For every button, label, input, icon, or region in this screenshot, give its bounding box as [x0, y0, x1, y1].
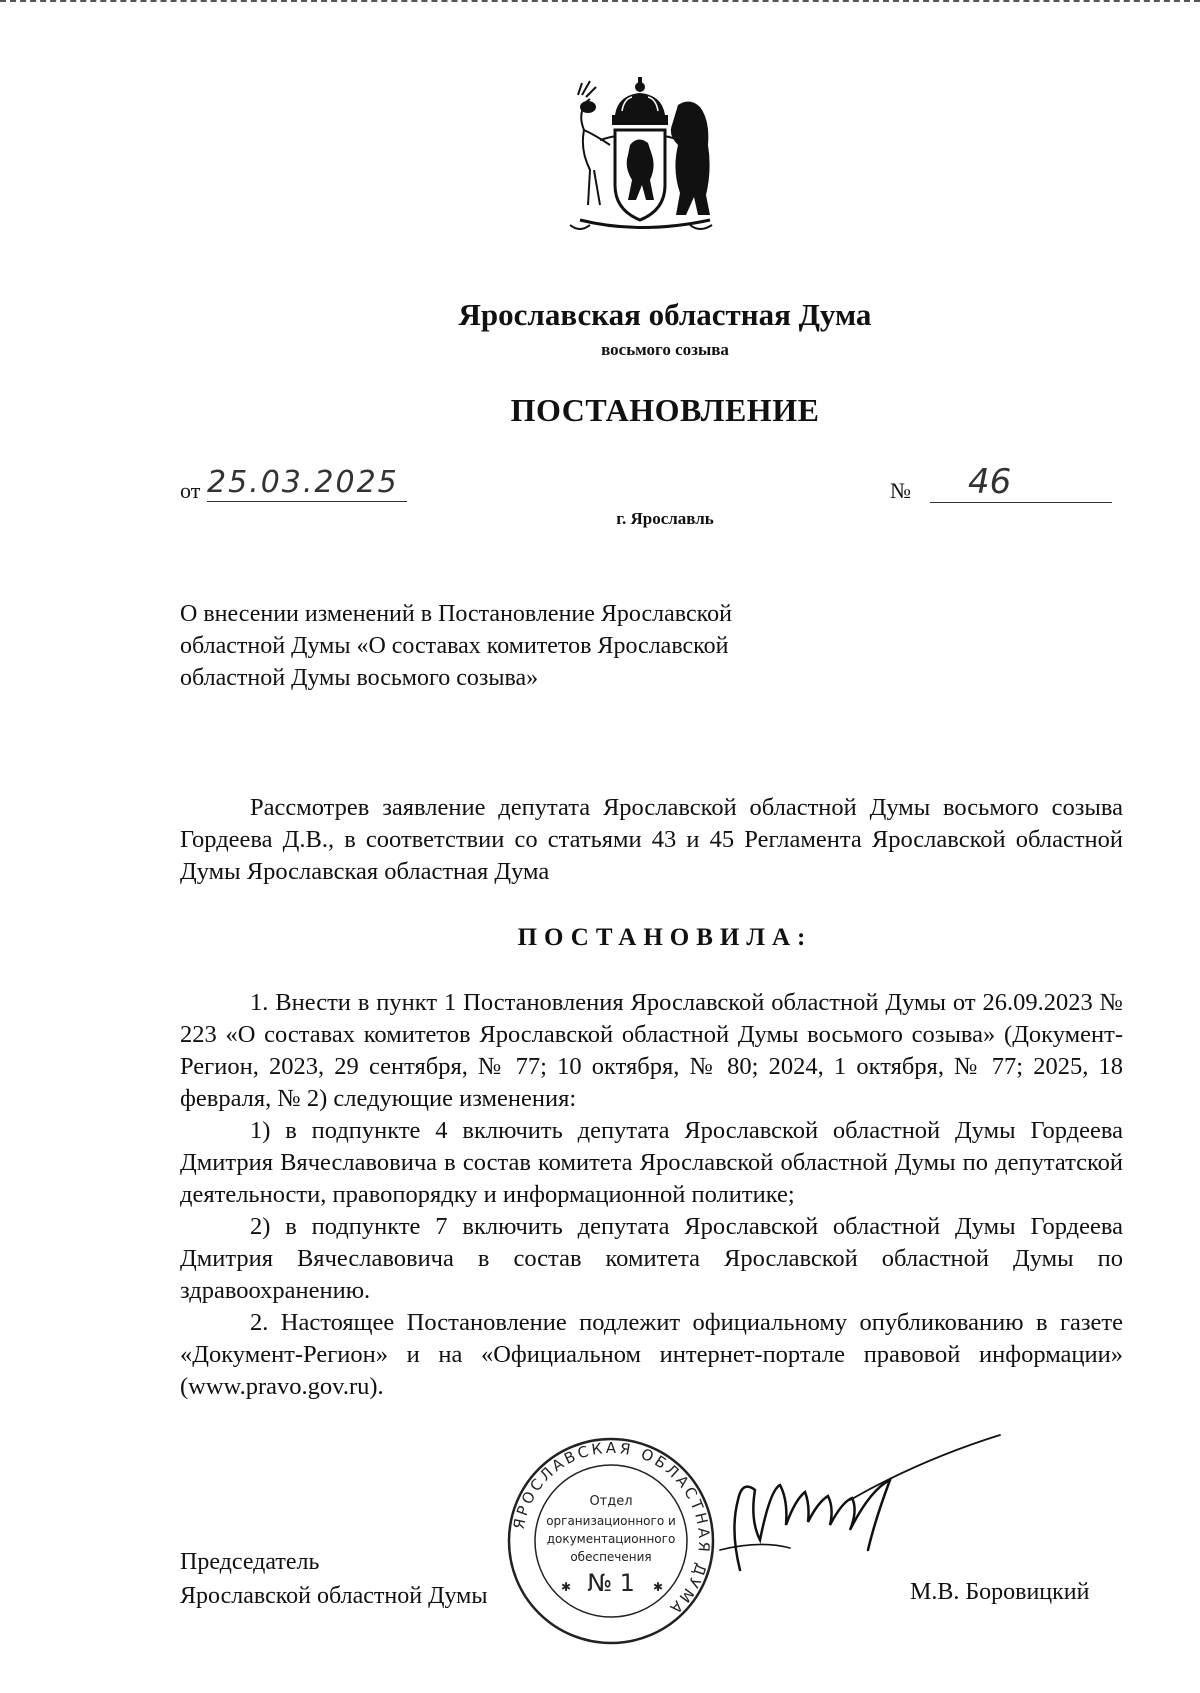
stamp-ring-text: ЯРОСЛАВСКАЯ ОБЛАСТНАЯ ДУМА: [509, 1438, 714, 1620]
stamp-line-3: документационного: [546, 1532, 676, 1546]
official-stamp: [505, 1435, 717, 1647]
preamble-block: [180, 792, 1123, 888]
signatory-title-line2: Ярославской областной Думы: [180, 1583, 488, 1609]
preamble-paragraph: Рассмотрев заявление депутата Ярославской областной Думы восьмого созыва Гордеева Д.В., в соответствии со статьями 43 и 45 Регламента Ярославской областной Думы Ярославская областная Дума: [180, 794, 1123, 885]
document-type-heading: ПОСТАНОВЛЕНИЕ: [510, 392, 820, 428]
decree-heading: ПОСТАНОВИЛА:: [517, 924, 813, 951]
signatory-title: [180, 1545, 487, 1613]
number-value: 46: [930, 460, 1112, 503]
stamp-line-1: Отдел: [589, 1494, 633, 1509]
coat-of-arms-emblem: [560, 75, 720, 240]
date-value: 25.03.2025: [207, 463, 407, 502]
stamp-number: № 1: [587, 1569, 635, 1597]
item-1-subpoint-2: 2) в подпункте 7 включить депутата Ярославской областной Думы Гордеева Дмитрия Вячеславовича в состав комитета Ярославской областной Думы по здравоохранению.: [180, 1213, 1123, 1304]
item-1: 1. Внести в пункт 1 Постановления Ярославской областной Думы от 26.09.2023 № 223 «О составах комитетов Ярославской областной Думы восьмого созыва» (Документ-Регион, 2023, 29 сентября, № 77; 10 октября, № 80; 2024, 1 октября, № 77; 2025, 18 февраля, № 2) следующие изменения:: [180, 989, 1123, 1112]
decision-items: [180, 987, 1123, 1403]
document-subject: О внесении изменений в Постановление Ярославской областной Думы «О составах комитетов Ярославской областной Думы восьмого созыва»: [180, 601, 732, 691]
date-label: от: [180, 478, 201, 503]
city-line: г. Ярославль: [616, 509, 714, 528]
item-2: 2. Настоящее Постановление подлежит официальному опубликованию в газете «Документ-Регион» и на «Официальном интернет-портале правовой информации» (www.pravo.gov.ru).: [180, 1309, 1123, 1400]
handwritten-signature: [700, 1430, 1010, 1580]
convocation-subtitle: восьмого созыва: [601, 340, 729, 359]
stamp-line-2: организационного и: [546, 1514, 676, 1528]
stamp-line-4: обеспечения: [570, 1550, 652, 1564]
item-1-subpoint-1: 1) в подпункте 4 включить депутата Ярославской областной Думы Гордеева Дмитрия Вячеславовича в состав комитета Ярославской областной Думы по депутатской деятельности, правопорядку и информационной политике;: [180, 1117, 1123, 1208]
scan-top-edge: [0, 0, 1200, 4]
stamp-star-right: ✱: [653, 1580, 664, 1594]
signatory-name: М.В. Боровицкий: [910, 1579, 1090, 1605]
stamp-star-left: ✱: [561, 1580, 572, 1594]
organization-title: Ярославская областная Дума: [458, 297, 872, 332]
number-label: №: [890, 478, 911, 503]
signatory-title-line1: Председатель: [180, 1549, 320, 1575]
